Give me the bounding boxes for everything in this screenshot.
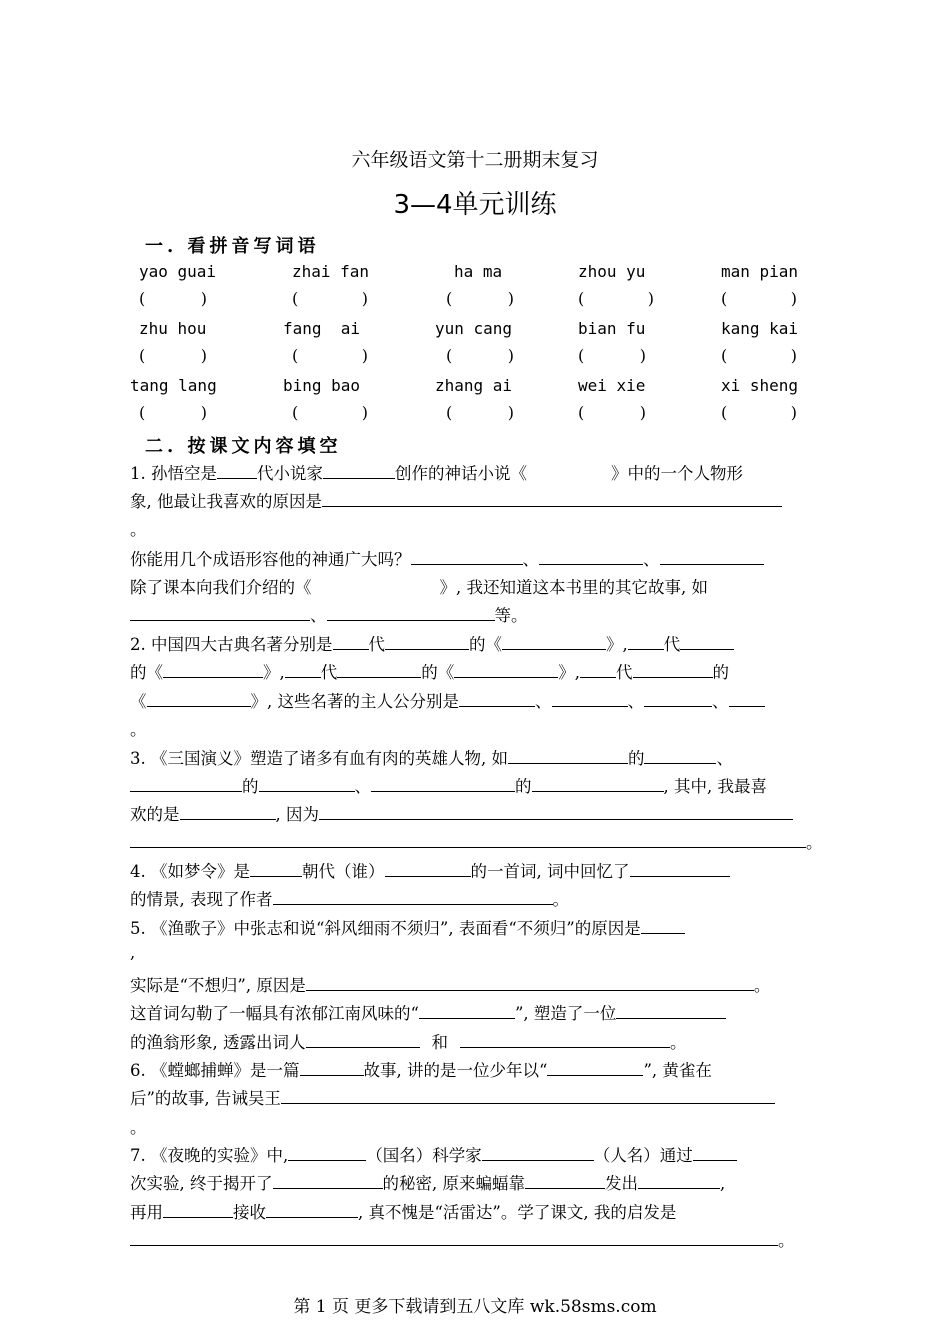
fill-blank[interactable] <box>281 1085 775 1104</box>
fill-blank[interactable] <box>638 1170 720 1189</box>
q2-line3: 《 》, 这些名著的主人公分别是 、 、 、 <box>130 688 765 712</box>
fill-blank[interactable] <box>327 602 495 621</box>
fill-blank[interactable] <box>130 829 806 848</box>
answer-blank[interactable]: ( ) <box>578 346 646 365</box>
fill-blank[interactable] <box>552 688 628 707</box>
answer-blank[interactable]: ( ) <box>721 346 797 365</box>
fill-blank[interactable] <box>482 1142 594 1161</box>
pinyin-item: fang ai <box>283 319 361 338</box>
pinyin-item: tang lang <box>130 376 217 395</box>
fill-blank[interactable] <box>454 659 558 678</box>
fill-blank[interactable] <box>680 631 734 650</box>
q5-line3: 实际是“不想归”, 原因是 。 <box>130 972 770 996</box>
answer-blank[interactable]: ( ) <box>721 403 797 422</box>
fill-blank[interactable] <box>306 972 754 991</box>
fill-blank[interactable] <box>250 858 302 877</box>
fill-blank[interactable] <box>385 858 471 877</box>
q2-line2: 的《 》, 代 的《 》, 代 的 <box>130 659 729 683</box>
q6-line3: 。 <box>130 1118 147 1137</box>
answer-blank[interactable]: ( ) <box>139 289 207 308</box>
fill-blank[interactable] <box>147 688 251 707</box>
fill-blank[interactable] <box>300 1057 364 1076</box>
pinyin-item: zhu hou <box>139 319 207 338</box>
fill-blank[interactable] <box>580 659 616 678</box>
q1-line2: 象, 他最让我喜欢的原因是 <box>130 488 782 512</box>
q3-line2: 的 、 的 , 其中, 我最喜 <box>130 773 767 797</box>
fill-blank[interactable] <box>508 745 628 764</box>
q5-line1: 5. 《渔歌子》中张志和说“斜风细雨不须归”, 表面看“不须归”的原因是 <box>130 915 685 939</box>
pinyin-item: zhou yu <box>578 262 646 281</box>
fill-blank[interactable] <box>306 1029 420 1048</box>
answer-blank[interactable]: ( ) <box>292 403 368 422</box>
q3-line4: 。 <box>130 829 823 853</box>
fill-blank[interactable] <box>628 631 664 650</box>
q7-line3: 再用 接收 , 真不愧是“活雷达”。学了课文, 我的启发是 <box>130 1199 676 1223</box>
pinyin-item: bing bao <box>283 376 361 395</box>
q1-line3: 。 <box>130 520 147 539</box>
fill-blank[interactable] <box>337 659 421 678</box>
fill-blank[interactable] <box>644 688 712 707</box>
section1-heading: 一. 看拼音写词语 <box>145 236 320 257</box>
fill-blank[interactable] <box>285 659 321 678</box>
fill-blank[interactable] <box>644 745 716 764</box>
fill-blank[interactable] <box>411 546 523 565</box>
fill-blank[interactable] <box>130 773 242 792</box>
fill-blank[interactable] <box>371 773 515 792</box>
fill-blank[interactable] <box>163 1199 233 1218</box>
fill-blank[interactable] <box>217 460 257 479</box>
pinyin-item: zhai fan <box>292 262 370 281</box>
fill-blank[interactable] <box>616 1000 726 1019</box>
fill-blank[interactable] <box>323 460 395 479</box>
fill-blank[interactable] <box>460 1029 670 1048</box>
answer-blank[interactable]: ( ) <box>139 403 207 422</box>
fill-blank[interactable] <box>660 546 764 565</box>
pinyin-item: xi sheng <box>721 376 799 395</box>
answer-blank[interactable]: ( ) <box>139 346 207 365</box>
pinyin-item: kang kai <box>721 319 799 338</box>
fill-blank[interactable] <box>459 688 535 707</box>
fill-blank[interactable] <box>273 886 553 905</box>
q6-line2: 后”的故事, 告诫吴王 <box>130 1085 775 1109</box>
pinyin-item: wei xie <box>578 376 646 395</box>
fill-blank[interactable] <box>532 773 664 792</box>
q1-line1: 1. 孙悟空是 代小说家 创作的神话小说《 》中的一个人物形 <box>130 460 743 484</box>
pinyin-item: zhang ai <box>435 376 513 395</box>
pinyin-item: bian fu <box>578 319 646 338</box>
fill-blank[interactable] <box>259 773 355 792</box>
fill-blank[interactable] <box>525 1170 605 1189</box>
page-title: 六年级语文第十二册期末复习 <box>351 149 599 171</box>
pinyin-item: yao guai <box>139 262 217 281</box>
page-footer: 第 1 页 更多下载请到五八文库 wk.58sms.com <box>293 1297 657 1317</box>
q1-line6: 、 等。 <box>130 602 528 626</box>
fill-blank[interactable] <box>333 631 369 650</box>
fill-blank[interactable] <box>502 631 606 650</box>
answer-blank[interactable]: ( ) <box>446 289 514 308</box>
fill-blank[interactable] <box>539 546 643 565</box>
q7-line4: 。 <box>130 1227 795 1251</box>
pinyin-item: yun cang <box>435 319 513 338</box>
answer-blank[interactable]: ( ) <box>292 289 368 308</box>
answer-blank[interactable]: ( ) <box>446 403 514 422</box>
fill-blank[interactable] <box>180 801 276 820</box>
answer-blank[interactable]: ( ) <box>721 289 797 308</box>
fill-blank[interactable] <box>319 801 793 820</box>
q3-line1: 3. 《三国演义》塑造了诸多有血有肉的英雄人物, 如 的 、 <box>130 745 733 769</box>
fill-blank[interactable] <box>419 1000 515 1019</box>
fill-blank[interactable] <box>288 1142 366 1161</box>
pinyin-item: man pian <box>721 262 799 281</box>
q4-line1: 4. 《如梦令》是 朝代（谁） 的一首词, 词中回忆了 <box>130 858 730 882</box>
fill-blank[interactable] <box>322 488 782 507</box>
fill-blank[interactable] <box>630 858 730 877</box>
q5-line2: , <box>130 943 136 962</box>
fill-blank[interactable] <box>385 631 469 650</box>
q5-line4: 这首词勾勒了一幅具有浓郁江南风味的“ ”, 塑造了一位 <box>130 1000 726 1024</box>
fill-blank[interactable] <box>130 602 310 621</box>
fill-blank[interactable] <box>547 1057 643 1076</box>
q3-line3: 欢的是 , 因为 <box>130 801 793 825</box>
q1-line4: 你能用几个成语形容他的神通广大吗？ 、 、 <box>130 546 764 570</box>
fill-blank[interactable] <box>693 1142 737 1161</box>
fill-blank[interactable] <box>163 659 263 678</box>
page-subtitle: 3—4单元训练 <box>393 190 557 220</box>
q7-line1: 7. 《夜晚的实验》中, （国名）科学家 （人名）通过 <box>130 1142 737 1166</box>
q7-line2: 次实验, 终于揭开了 的秘密, 原来蝙蝠靠 发出 , <box>130 1170 725 1194</box>
fill-blank[interactable] <box>130 1227 778 1246</box>
q5-line5: 的渔翁形象, 透露出词人 和 。 <box>130 1029 687 1053</box>
q4-line2: 的情景, 表现了作者 。 <box>130 886 569 910</box>
q6-line1: 6. 《螳螂捕蝉》是一篇 故事, 讲的是一位少年以“ ”, 黄雀在 <box>130 1057 712 1081</box>
answer-blank[interactable]: ( ) <box>578 289 654 308</box>
q2-line1: 2. 中国四大古典名著分别是 代 的《 》, 代 <box>130 631 734 655</box>
answer-blank[interactable]: ( ) <box>578 403 646 422</box>
answer-blank[interactable]: ( ) <box>292 346 368 365</box>
section2-heading: 二. 按课文内容填空 <box>145 436 342 457</box>
fill-blank[interactable] <box>266 1199 358 1218</box>
answer-blank[interactable]: ( ) <box>446 346 514 365</box>
q2-line4: 。 <box>130 720 147 739</box>
pinyin-item: ha ma <box>454 262 503 281</box>
q1-line5: 除了课本向我们介绍的《 》, 我还知道这本书里的其它故事, 如 <box>130 578 708 597</box>
fill-blank[interactable] <box>729 688 765 707</box>
fill-blank[interactable] <box>273 1170 383 1189</box>
fill-blank[interactable] <box>633 659 713 678</box>
fill-blank[interactable] <box>641 915 685 934</box>
